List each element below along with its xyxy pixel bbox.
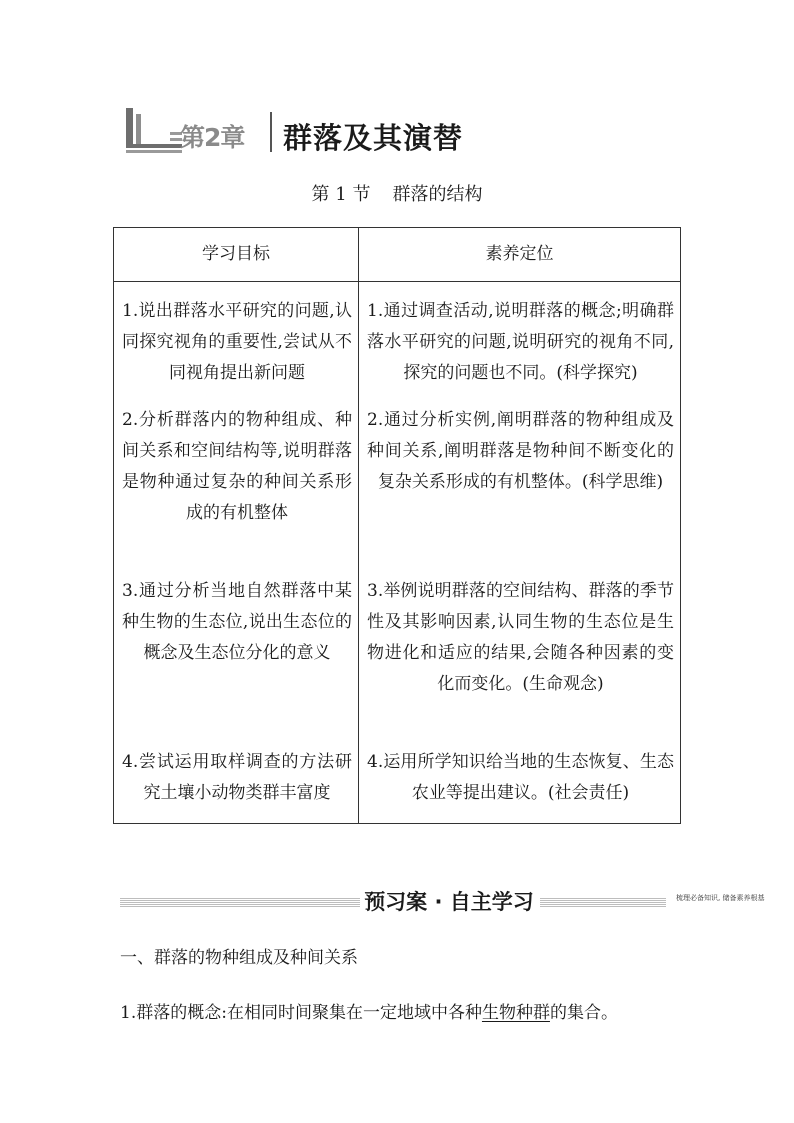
chapter-logo-icon — [126, 108, 182, 156]
goal-item-2: 2.分析群落内的物种组成、种间关系和空间结构等,说明群落是物种通过复杂的种间关系形成的有机整体 — [122, 410, 352, 523]
table-row — [114, 282, 681, 824]
paragraph-suffix: 的集合。 — [549, 1003, 618, 1023]
literacy-item-3: 3.举例说明群落的空间结构、群落的季节性及其影响因素,认同生物的生态位是生物进化和适应的结果,会随各种因素的变化而变化。(生命观念) — [367, 581, 674, 694]
content-heading: 一、群落的物种组成及种间关系 — [120, 948, 358, 968]
section-title — [0, 180, 794, 206]
content-paragraph — [120, 998, 618, 1023]
literacy-item-4: 4.运用所学知识给当地的生态恢复、生态农业等提出建议。(社会责任) — [367, 752, 674, 803]
learning-goals-column — [114, 282, 359, 824]
objectives-table — [113, 227, 681, 824]
divider-note: 梳理必备知识, 储备素养根基 — [676, 894, 765, 902]
chapter-label: 第2章 — [180, 123, 245, 152]
underlined-answer: 生物种群 — [481, 1003, 550, 1023]
header-literacy: 素养定位 — [359, 228, 681, 282]
section-number: 第 1 节 — [311, 184, 371, 205]
banner-separator — [270, 112, 272, 152]
divider-line-left — [120, 898, 360, 908]
header-learning-goals: 学习目标 — [114, 228, 359, 282]
preview-section-title: 预习案 · 自主学习 — [364, 890, 534, 914]
paragraph-text: 1.群落的概念:在相同时间聚集在一定地域中各种 — [120, 1003, 482, 1023]
literacy-column — [359, 282, 681, 824]
goal-item-1: 1.说出群落水平研究的问题,认同探究视角的重要性,尝试从不同视角提出新问题 — [122, 301, 352, 383]
goal-item-4: 4.尝试运用取样调查的方法研究土壤小动物类群丰富度 — [122, 752, 352, 803]
table-header-row — [114, 228, 681, 282]
divider-line-right — [540, 898, 666, 908]
literacy-item-2: 2.通过分析实例,阐明群落的物种组成及种间关系,阐明群落是物种间不断变化的复杂关系形成的有机整体。(科学思维) — [367, 410, 674, 492]
section-name: 群落的结构 — [392, 184, 483, 205]
literacy-item-1: 1.通过调查活动,说明群落的概念;明确群落水平研究的问题,说明研究的视角不同,探究的问题也不同。(科学探究) — [367, 301, 674, 383]
goal-item-3: 3.通过分析当地自然群落中某种生物的生态位,说出生态位的概念及生态位分化的意义 — [122, 581, 352, 663]
chapter-title: 群落及其演替 — [283, 121, 464, 155]
